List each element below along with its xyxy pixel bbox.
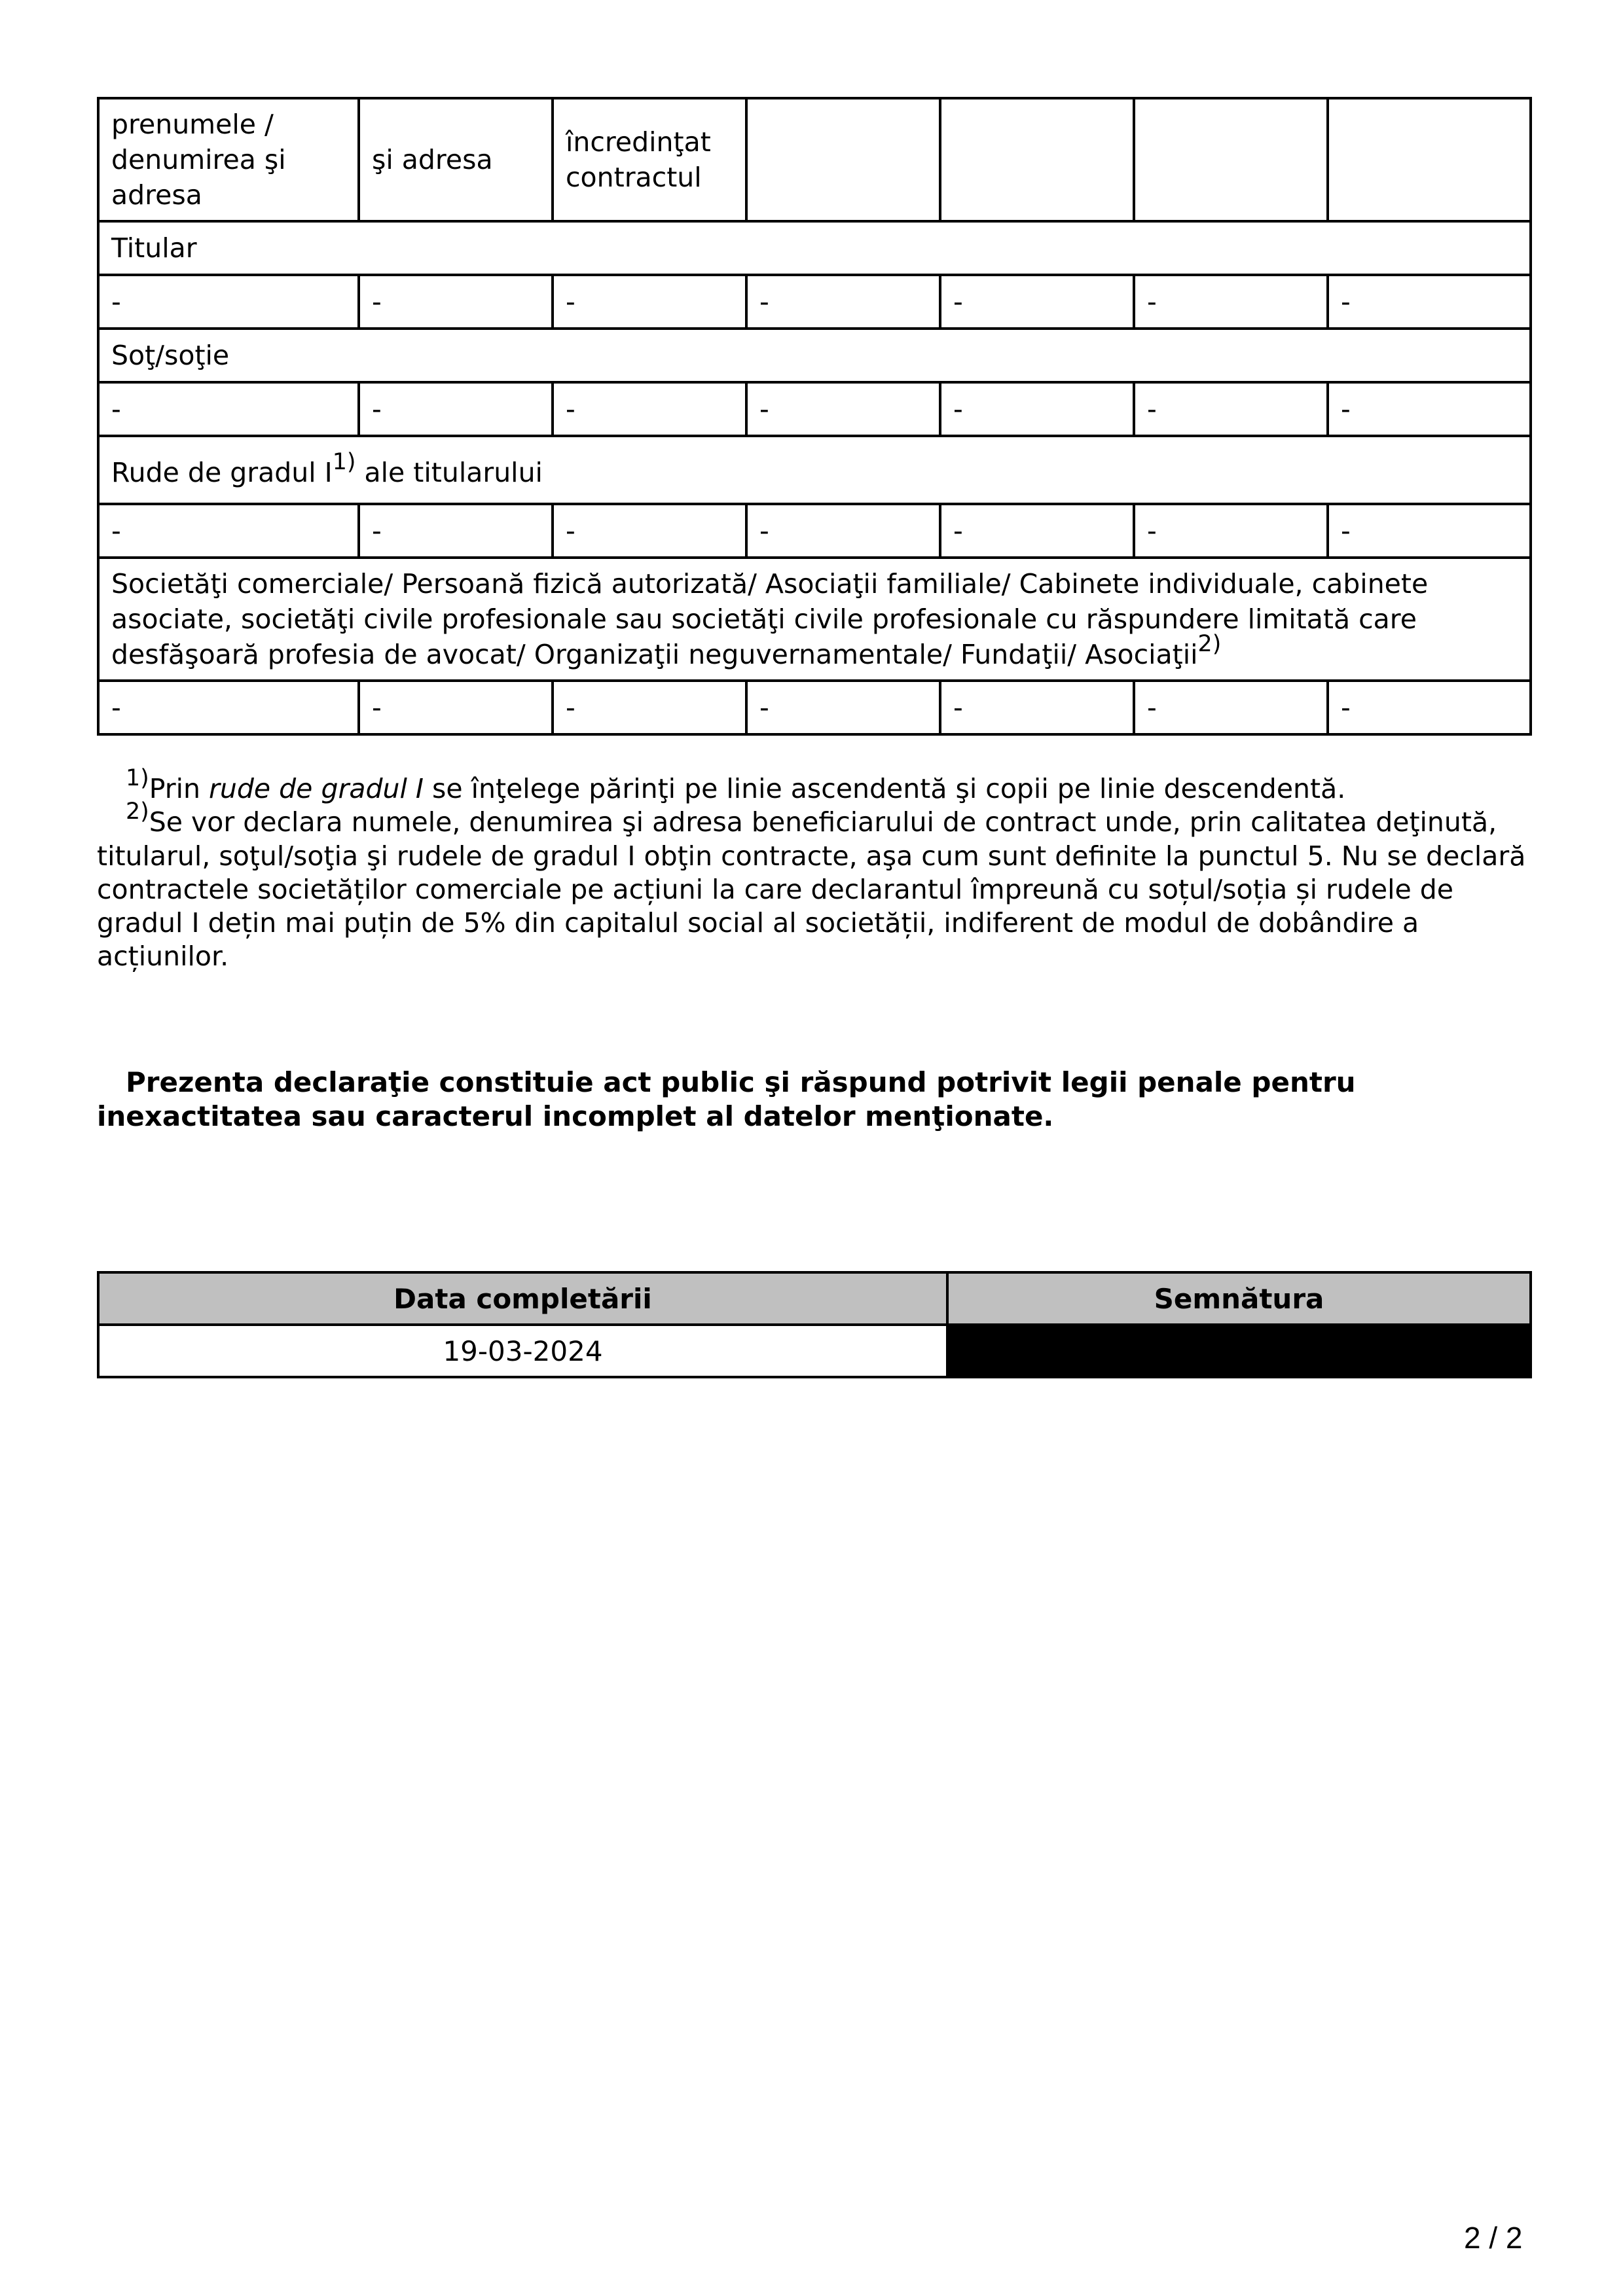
section-title: [98, 436, 1531, 504]
table-cell: -: [746, 275, 940, 329]
footnote-text: se înţelege părinţi pe linie ascendentă şi copii pe linie descendentă.: [423, 773, 1346, 804]
header-cell: [746, 98, 940, 221]
header-cell: [940, 98, 1134, 221]
signature-label: Semnătura: [947, 1272, 1531, 1325]
footnote-2: [97, 798, 1529, 973]
signature-value-row: [98, 1325, 1531, 1377]
table-cell: -: [1134, 382, 1328, 436]
table-cell: -: [553, 504, 746, 558]
table-cell: -: [98, 681, 359, 734]
section-row-titular: [98, 221, 1531, 275]
header-cell: [1134, 98, 1328, 221]
table-cell: -: [359, 275, 553, 329]
section-title: Soţ/soţie: [98, 329, 1531, 382]
section-title: [98, 558, 1531, 681]
table-cell: -: [553, 382, 746, 436]
section-row-spouse: [98, 329, 1531, 382]
table-cell: -: [940, 275, 1134, 329]
signature-table: [97, 1271, 1532, 1378]
table-cell: -: [1134, 681, 1328, 734]
header-cell: şi adresa: [359, 98, 553, 221]
table-cell: -: [746, 681, 940, 734]
table-cell: -: [359, 382, 553, 436]
declaration-statement: Prezenta declaraţie constituie act public şi răspund potrivit legii penale pentru inexactitatea sau caracterul incomplet al datelor menţionate.: [97, 1066, 1356, 1133]
footnote-text: Prin: [149, 773, 210, 804]
section-title: Titular: [98, 221, 1531, 275]
header-cell: [1328, 98, 1531, 221]
table-cell: -: [1328, 275, 1531, 329]
section-title-suffix: ale titularului: [356, 456, 543, 488]
footnote-marker: 1): [126, 764, 149, 791]
table-cell: -: [940, 504, 1134, 558]
section-title-text: Rude de gradul I: [111, 456, 333, 488]
table-cell: -: [553, 275, 746, 329]
table-cell: -: [98, 275, 359, 329]
table-cell: -: [746, 382, 940, 436]
table-cell: -: [940, 681, 1134, 734]
table-cell: -: [1134, 275, 1328, 329]
footnote-marker: 2): [126, 798, 149, 825]
table-cell: -: [1134, 504, 1328, 558]
footnote-1: [97, 764, 1529, 806]
table-cell: -: [359, 681, 553, 734]
table-row: [98, 382, 1531, 436]
table-cell: -: [553, 681, 746, 734]
section-row-relatives: [98, 436, 1531, 504]
footnotes: [97, 764, 1529, 974]
document-page: [97, 97, 1529, 1367]
date-label: Data completării: [98, 1272, 947, 1325]
table-cell: -: [359, 504, 553, 558]
table-cell: -: [1328, 681, 1531, 734]
header-cell: încredinţat contractul: [553, 98, 746, 221]
table-cell: -: [98, 504, 359, 558]
table-cell: -: [940, 382, 1134, 436]
table-row: [98, 504, 1531, 558]
table-cell: -: [98, 382, 359, 436]
section-title-text: Societăţi comerciale/ Persoană fizică autorizată/ Asociaţii familiale/ Cabinete individuale, cabinete asociate, societăţi civile profesionale sau societăţi civile profesionale cu răspundere limitată care desfăşoară profesia de avocat/ Organizaţii neguvernamentale/ Fundaţii/ Asociaţii: [111, 567, 1429, 671]
completion-date: 19-03-2024: [98, 1325, 947, 1377]
redacted-signature: [947, 1325, 1531, 1377]
table-cell: -: [1328, 504, 1531, 558]
signature-header-row: [98, 1272, 1531, 1325]
section-row-companies: [98, 558, 1531, 681]
footnote-ref: 1): [332, 448, 356, 475]
table-row: [98, 275, 1531, 329]
footnote-emphasis: rude de gradul I: [209, 773, 424, 804]
table-row: [98, 681, 1531, 734]
footnote-ref: 2): [1197, 630, 1222, 657]
table-header-row: [98, 98, 1531, 221]
footnote-text: Se vor declara numele, denumirea şi adresa beneficiarului de contract unde, prin calitatea deţinută, titularul, soţul/soţia şi rudele de gradul I obţin contracte, aşa cum sunt definite la punctul 5. Nu se declară contractele societăților comerciale pe acțiuni la care declarantul împreună cu soțul/soția și rudele de gradul I dețin mai puțin de 5% din capitalul social al societății, indiferent de modul de dobândire a acțiunilor.: [97, 806, 1526, 973]
table-cell: -: [1328, 382, 1531, 436]
page-number: 2 / 2: [1464, 2221, 1523, 2255]
header-cell: prenumele / denumirea şi adresa: [98, 98, 359, 221]
table-cell: -: [746, 504, 940, 558]
contracts-table: [97, 97, 1532, 736]
